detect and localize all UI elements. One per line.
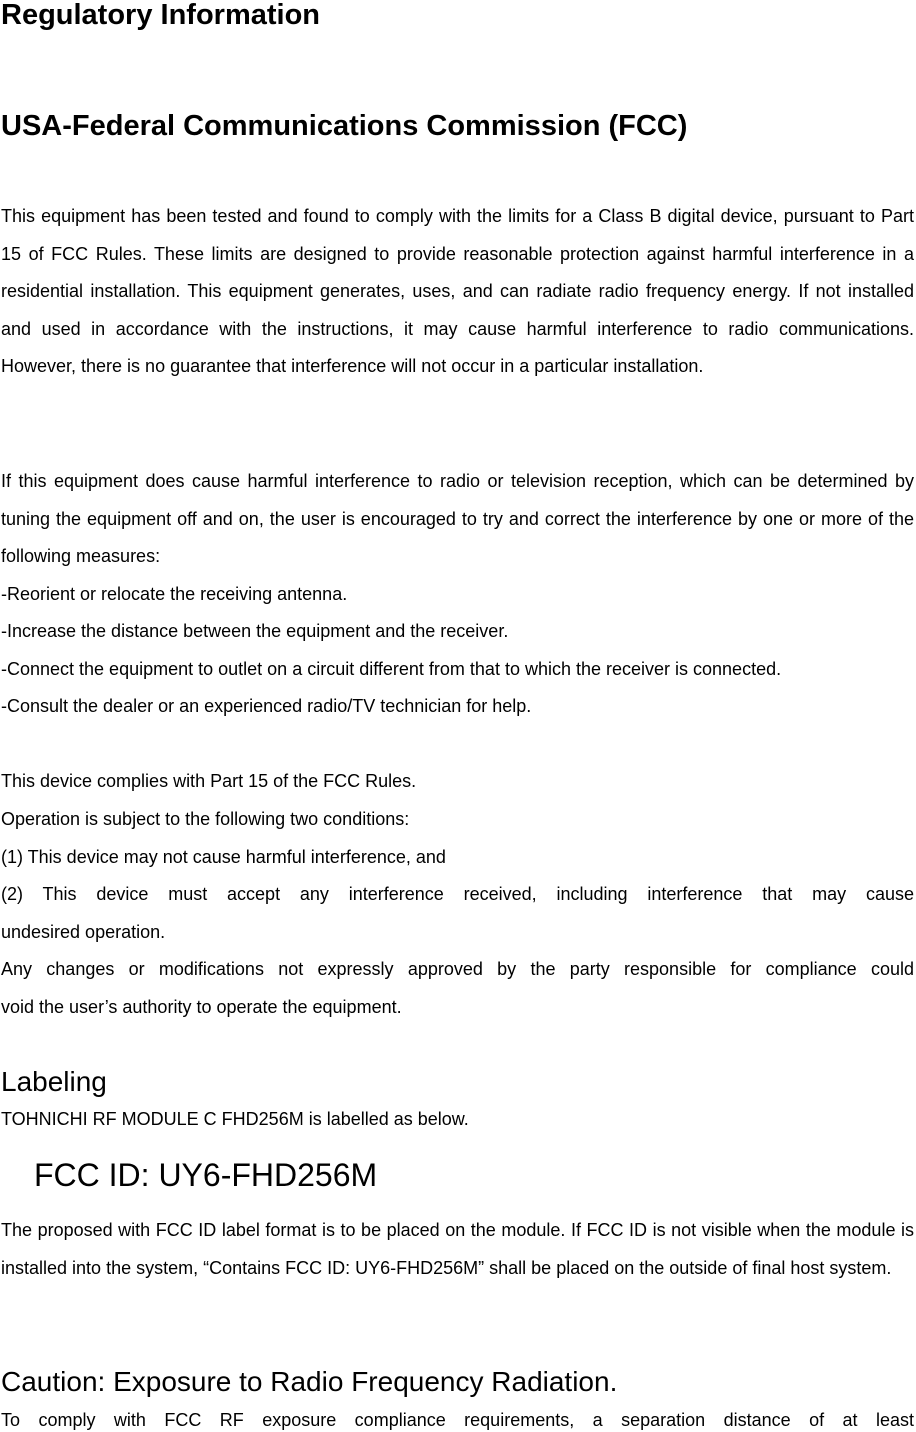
- condition-1: (1) This device may not cause harmful interference, and: [1, 847, 446, 867]
- fcc-heading: USA-Federal Communications Commission (FCC): [1, 110, 688, 142]
- caution-heading: Caution: Exposure to Radio Frequency Radiation.: [1, 1366, 618, 1397]
- fcc-id-label: FCC ID: UY6-FHD256M: [34, 1157, 378, 1193]
- condition-2-continued: undesired operation.: [1, 922, 166, 942]
- changes-warning: Any changes or modifications not expressly approved by the party responsible for compliance could: [1, 959, 914, 979]
- caution-paragraph: To comply with FCC RF exposure compliance requirements, a separation distance of at least: [1, 1410, 914, 1430]
- measure-item: -Reorient or relocate the receiving antenna.: [1, 584, 348, 604]
- measure-item: -Consult the dealer or an experienced radio/TV technician for help.: [1, 696, 532, 716]
- fcc-paragraph-1: This equipment has been tested and found to comply with the limits for a Class B digital device, pursuant to Part 15 of FCC Rules. These limits are designed to provide reasonable protection against harmful interference in a residential installation. This equipment generates, uses, and can radiate radio frequency energy. If not installed and used in accordance with the instructions, it may cause harmful interference to radio communications. However, there is no guarantee that interference will not occur in a particular installation.: [1, 206, 914, 376]
- labeling-heading: Labeling: [1, 1066, 107, 1097]
- labeling-intro: TOHNICHI RF MODULE C FHD256M is labelled as below.: [1, 1109, 469, 1129]
- fcc-paragraph-2: If this equipment does cause harmful interference to radio or television reception, which can be determined by tuning the equipment off and on, the user is encouraged to try and correct the interference by one or more of the following measures:: [1, 471, 914, 566]
- measure-item: -Increase the distance between the equipment and the receiver.: [1, 621, 509, 641]
- conditions-intro: Operation is subject to the following two conditions:: [1, 809, 410, 829]
- measure-item: -Connect the equipment to outlet on a circuit different from that to which the receiver is connected.: [1, 659, 782, 679]
- labeling-paragraph: The proposed with FCC ID label format is to be placed on the module. If FCC ID is not visible when the module is installed into the system, “Contains FCC ID: UY6-FHD256M” shall be placed on the outside of final host system.: [1, 1220, 914, 1278]
- changes-warning-continued: void the user’s authority to operate the equipment.: [1, 997, 402, 1017]
- compliance-statement: This device complies with Part 15 of the FCC Rules.: [1, 771, 417, 791]
- condition-2: (2) This device must accept any interference received, including interference that may cause: [1, 884, 914, 904]
- page-title: Regulatory Information: [1, 0, 321, 31]
